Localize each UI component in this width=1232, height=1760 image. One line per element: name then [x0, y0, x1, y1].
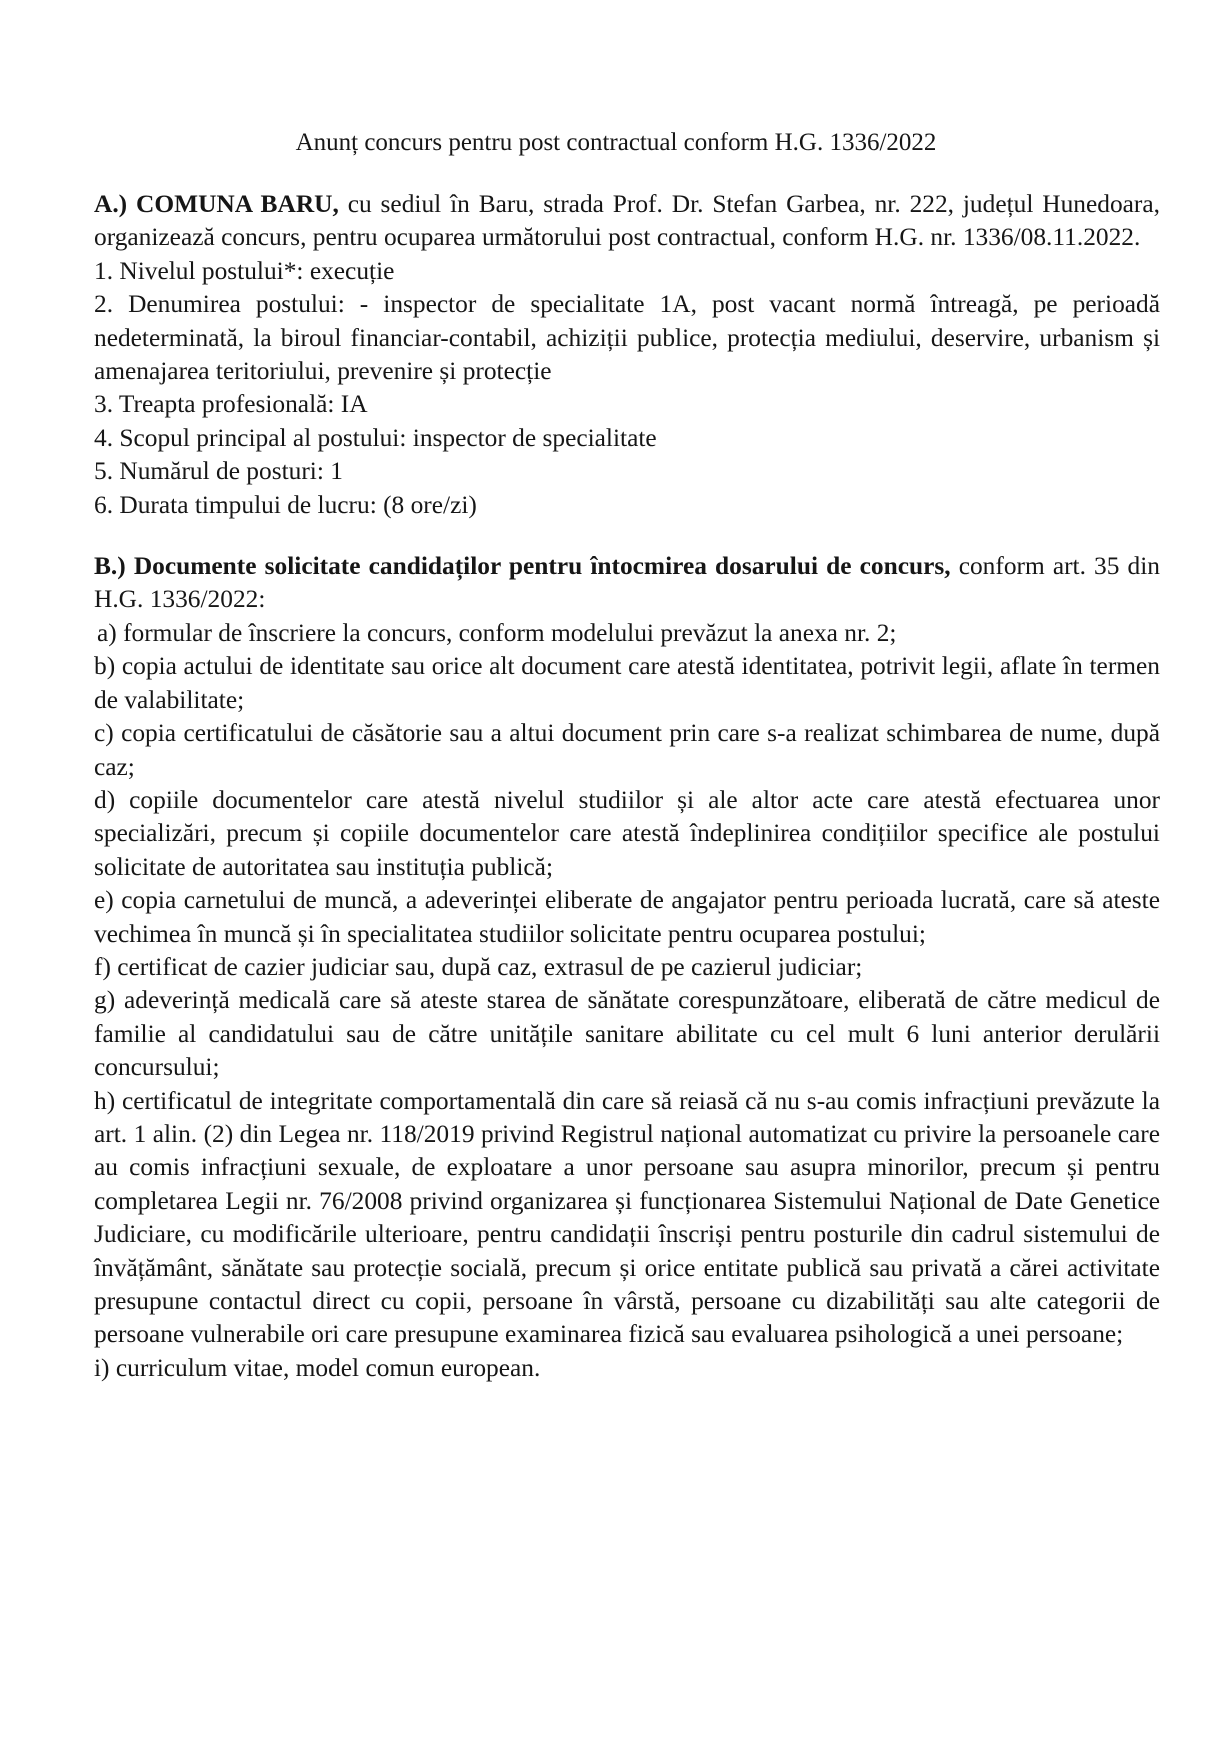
- section-b-intro: [94, 550, 1160, 617]
- section-b-item-f: f) certificat de cazier judiciar sau, după caz, extrasul de pe cazierul judiciar;: [94, 952, 863, 981]
- section-b-item-e: e) copia carnetului de muncă, a adeverinței eliberate de angajator pentru perioada lucrată, care să ateste vechimea în muncă și în specialitatea studiilor solicitate pentru ocuparea postului;: [94, 886, 1160, 948]
- section-a-item-4: 4. Scopul principal al postului: inspector de specialitate: [94, 423, 657, 452]
- section-gap: [94, 522, 1160, 550]
- section-a-item-1: 1. Nivelul postului*: execuție: [94, 256, 395, 285]
- document-title: Anunț concurs pentru post contractual conform H.G. 1336/2022: [295, 129, 937, 156]
- section-a-item-3: 3. Treapta profesională: IA: [94, 390, 368, 419]
- section-b-item-b: b) copia actului de identitate sau orice alt document care atestă identitatea, potrivit legii, aflate în termen de valabilitate;: [94, 652, 1160, 714]
- section-b: [94, 550, 1160, 1385]
- section-a-item-2: 2. Denumirea postului: - inspector de specialitate 1A, post vacant normă întreagă, pe perioadă nedeterminată, la biroul financiar-contabil, achiziții publice, protecția mediului, deservire, urbanism și amenajarea teritoriului, prevenire și protecție: [94, 290, 1160, 386]
- section-b-item-a: a) formular de înscriere la concurs, conform modelului prevăzut la anexa nr. 2;: [97, 618, 897, 647]
- section-b-item-g: g) adeverință medicală care să ateste starea de sănătate corespunzătoare, eliberată de către medicul de familie al candidatului sau de către unitățile sanitare abilitate cu cel mult 6 luni anterior derulării concursului;: [94, 986, 1160, 1082]
- section-b-label: B.) Documente solicitate candidaților pentru întocmirea dosarului de concurs,: [94, 552, 951, 581]
- section-a-label: A.) COMUNA BARU,: [94, 190, 339, 218]
- section-a-intro: [94, 188, 1160, 255]
- section-a-item-6: 6. Durata timpului de lucru: (8 ore/zi): [94, 490, 477, 519]
- section-a-item-5: 5. Numărul de posturi: 1: [94, 457, 343, 486]
- section-b-item-d: d) copiile documentelor care atestă nivelul studiilor și ale altor acte care atestă efectuarea unor specializări, precum și copiile documentelor care atestă îndeplinirea condițiilor specifice ale postului solicitate de autoritatea sau instituția publică;: [94, 785, 1160, 881]
- section-b-item-i: i) curriculum vitae, model comun european.: [94, 1353, 541, 1382]
- section-b-item-h: h) certificatul de integritate comportamentală din care să reiasă că nu s-au comis infracțiuni prevăzute la art. 1 alin. (2) din Legea nr. 118/2019 privind Registrul național automatizat cu privire la persoanele care au comis infracțiuni sexuale, de exploatare a unor persoane sau asupra minorilor, precum și pentru completarea Legii nr. 76/2008 privind organizarea și funcționarea Sistemului Național de Date Genetice Judiciare, cu modificările ulterioare, pentru candidații înscriși pentru posturile din cadrul sistemului de învățământ, sănătate sau protecție socială, precum și orice entitate publică sau privată a cărei activitate presupune contactul direct cu copii, persoane în vârstă, persoane cu dizabilități sau alte categorii de persoane vulnerabile ori care presupune examinarea fizică sau evaluarea psihologică a unei persoane;: [94, 1086, 1160, 1349]
- section-b-intro-text: conform art. 35 din H.G. 1336/2022:: [94, 552, 1160, 614]
- section-a-intro-text: cu sediul în Baru, strada Prof. Dr. Stefan Garbea, nr. 222, județul Hunedoara, organizează concurs, pentru ocuparea următorului post contractual, conform H.G. nr. 1336/08.11.2022.: [94, 190, 1160, 252]
- section-a: [94, 188, 1160, 522]
- document-body: [94, 188, 1160, 1385]
- section-b-item-c: c) copia certificatului de căsătorie sau a altui document prin care s-a realizat schimbarea de nume, după caz;: [94, 719, 1160, 781]
